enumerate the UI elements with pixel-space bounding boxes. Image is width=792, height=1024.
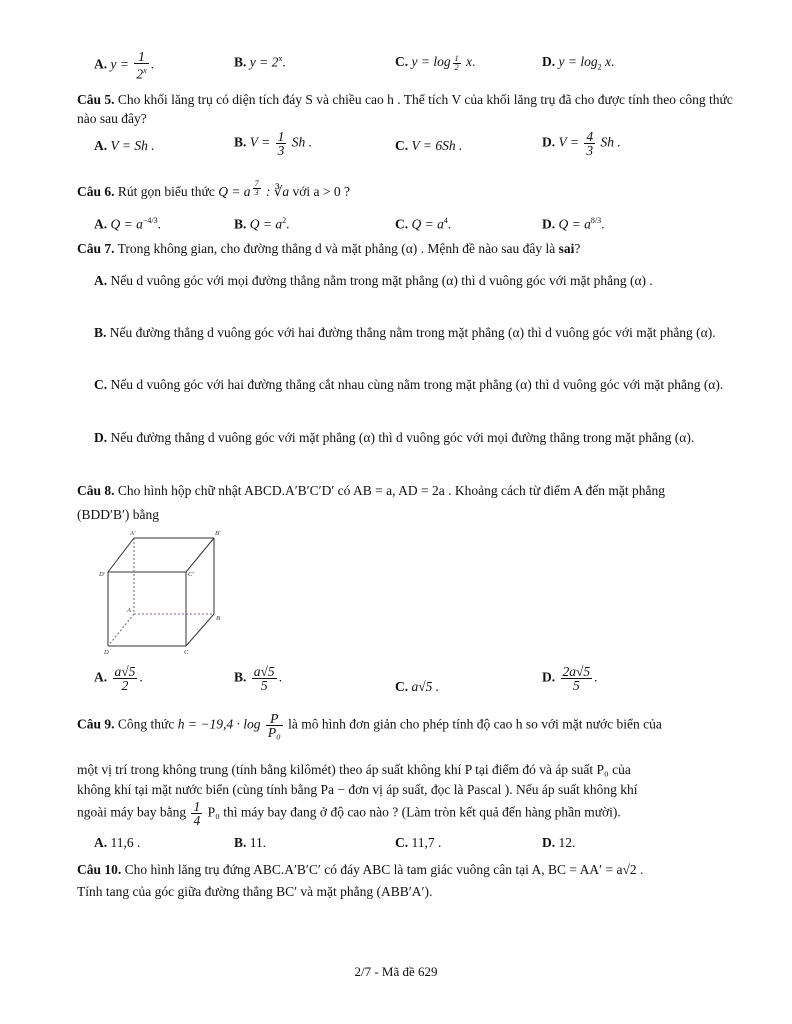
edge-a-d [108, 614, 134, 646]
page-footer: 2/7 - Mã đề 629 [354, 964, 438, 979]
label-b1: B' [215, 530, 221, 537]
edge-b1-c1 [186, 538, 214, 572]
q6-stem: Câu 6. Rút gọn biểu thức Q = a $^{\frac{7}{3}}$ : ∛a với a > 0 ? [77, 179, 351, 199]
q9-stem-line4: ngoài máy bay bằng $\frac{1}{4}$ P₀ thì máy bay đang ở độ cao nào ? (Làm tròn kết quả đến hàng phần mười). [77, 799, 621, 828]
q9-option-d: D. 12. [542, 835, 576, 850]
q7-option-b: B. Nếu đường thẳng d vuông góc với hai đường thẳng nằm trong mặt phẳng (α) thì d vuông góc với mặt phẳng (α). [94, 325, 716, 340]
q5-option-b: B. V = $\frac{1}{3}$ Sh . [234, 129, 313, 158]
q9-stem-line3: không khí tại mặt nước biển (cùng tính bằng Pa − đơn vị áp suất, đọc là Pascal ). Nếu áp suất không khí [77, 782, 638, 797]
q4-option-c: C. y = log $\frac{1}{2}$ x. [395, 53, 476, 72]
q6-option-a: A. $Q = a^{-4/3}$. [94, 216, 161, 232]
q6-option-b: B. $Q = a^2$. [234, 216, 290, 232]
q4-option-d: D. $y = \log_2 x$. [542, 54, 615, 72]
q9-stem-line2: một vị trí trong không trung (tính bằng kilômét) theo áp suất không khí P tại điểm đó và áp suất P₀ của [77, 762, 631, 777]
q5-option-a: A. V = Sh . [94, 138, 155, 153]
label-b: B [216, 615, 220, 622]
q5-option-d: D. V = $\frac{4}{3}$ Sh . [542, 129, 621, 158]
label-c: C [184, 649, 189, 656]
q8-option-b: B. $\frac{a√5}{5}$ . [234, 664, 283, 693]
q7-option-d: D. Nếu đường thẳng d vuông góc với mặt phẳng (α) thì d vuông góc với mọi đường thẳng trong mặt phẳng (α). [94, 430, 695, 445]
q4-option-a: A. y = $\frac{1}{2^x}$ . [94, 49, 155, 82]
label-d: D [104, 649, 109, 656]
q8-option-a: A. $\frac{a√5}{2}$ . [94, 664, 143, 693]
label-c1: C' [188, 571, 194, 578]
q6-option-d: D. $Q = a^{8/3}$. [542, 216, 605, 232]
q9-option-c: C. 11,7 . [395, 835, 442, 850]
q8-option-d: D. $\frac{2a√5}{5}$ . [542, 664, 598, 693]
label-d1: D' [99, 571, 106, 578]
box-figure [96, 528, 232, 658]
q10-stem-line2: Tính tang của góc giữa đường thẳng BC′ và mặt phẳng (ABB′A′). [77, 884, 433, 899]
q7-option-c: C. Nếu d vuông góc với hai đường thẳng cắt nhau cùng nằm trong mặt phẳng (α) thì d vuông góc với mặt phẳng (α). [94, 377, 724, 392]
q9-stem-line1: Câu 9. Công thức h = −19,4 · log $\frac{P}{\text{P₀}}$ là mô hình đơn giản cho phép tính độ cao h so với mặt nước biển của [77, 711, 662, 740]
q9-option-b: B. 11. [234, 835, 267, 850]
q7-option-a: A. Nếu d vuông góc với mọi đường thẳng nằm trong mặt phẳng (α) thì d vuông góc với mặt phẳng (α) . [94, 273, 653, 288]
q9-option-a: A. 11,6 . [94, 835, 141, 850]
q8-stem: Câu 8. Cho hình hộp chữ nhật ABCD.A′B′C′D′ có AB = a, AD = 2a . Khoảng cách từ điểm A đến mặt phẳng (BDD′B′) bằng [77, 483, 666, 522]
q8-option-c: C. a√5 . [395, 679, 440, 694]
label-a: A [127, 607, 131, 614]
q10-stem-line1: Câu 10. Cho hình lăng trụ đứng ABC.A′B′C′ có đáy ABC là tam giác vuông cân tại A, BC = AA′ = a√2 . [77, 862, 644, 877]
edge-b-c [186, 614, 214, 646]
label-a1: A' [130, 530, 136, 537]
q5-stem: Câu 5. Cho khối lăng trụ có diện tích đáy S và chiều cao h . Thể tích V của khối lăng trụ đã cho được tính theo công thức nào sau đây? [77, 92, 733, 126]
q7-stem: Câu 7. Trong không gian, cho đường thẳng d và mặt phẳng (α) . Mệnh đề nào sau đây là sai? [77, 241, 581, 256]
q6-option-c: C. $Q = a^4$. [395, 216, 452, 232]
q4-option-b: B. $y = 2^x$. [234, 54, 286, 70]
q5-option-c: C. V = 6Sh . [395, 138, 463, 153]
edge-d1-a1 [108, 538, 134, 572]
